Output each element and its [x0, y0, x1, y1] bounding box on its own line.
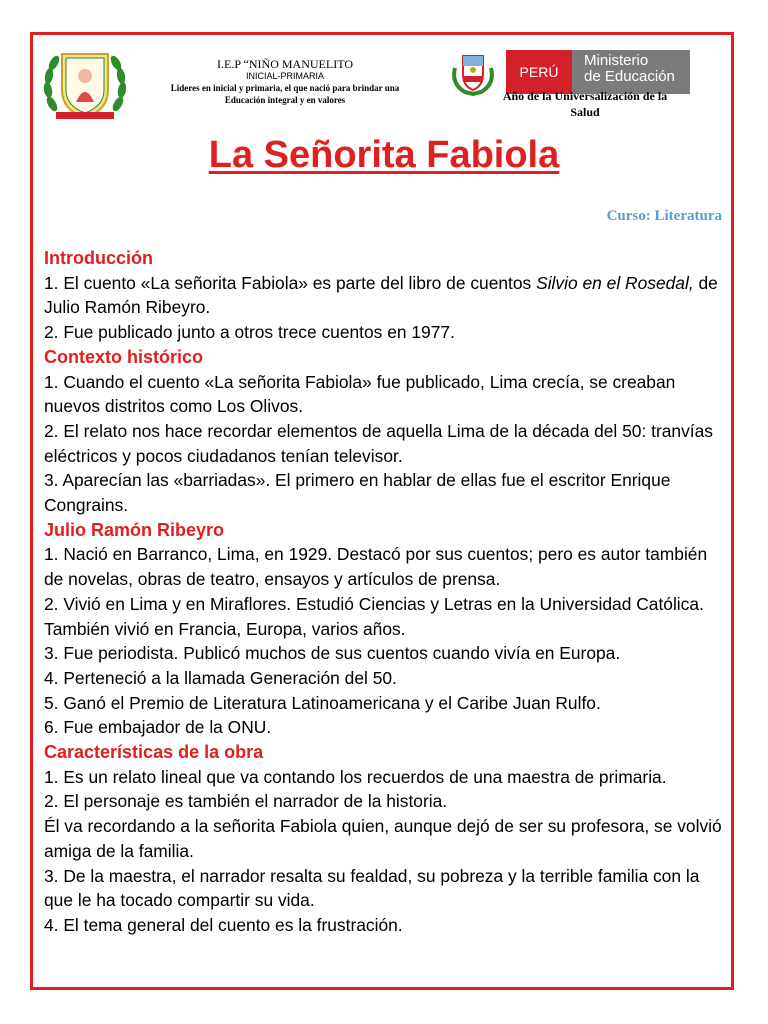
- peru-label: PERÚ: [506, 50, 572, 94]
- section-heading-author: Julio Ramón Ribeyro: [44, 519, 225, 540]
- author-item: 5. Ganó el Premio de Literatura Latinoamericana y el Caribe Juan Rulfo.: [44, 692, 601, 713]
- context-item: 2. El relato nos hace recordar elementos de aquella Lima de la década del 50: tranvías eléctricos y pocos ciudadanos tenían televisor.: [44, 420, 713, 466]
- author-item: 4. Perteneció a la llamada Generación del 50.: [44, 667, 397, 688]
- section-heading-intro: Introducción: [44, 248, 153, 268]
- author-item: 1. Nació en Barranco, Lima, en 1929. Destacó por sus cuentos; pero es autor también de novelas, obras de teatro, ensayos y artículos de prensa.: [44, 544, 708, 590]
- ministry-line1: Ministerio: [584, 52, 649, 69]
- year-motto-line1: Año de la Universalización de la: [502, 89, 668, 103]
- school-motto-line2: Educación integral y en valores: [224, 95, 346, 105]
- ministry-name: [584, 53, 675, 85]
- features-item: Él va recordando a la señorita Fabiola quien, aunque dejó de ser su profesora, se volvió amiga de la familia.: [44, 816, 722, 861]
- author-item: 3. Fue periodista. Publicó muchos de sus cuentos cuando vivía en Europa.: [44, 643, 621, 664]
- features-item: 1. Es un relato lineal que va contando los recuerdos de una maestra de primaria.: [44, 766, 667, 787]
- school-crest-icon: [42, 46, 128, 122]
- school-header: [140, 58, 430, 106]
- intro-p1-text-end: de Julio Ramón Ribeyro.: [44, 272, 718, 318]
- school-name: I.E.P “NIÑO MANUELITO: [217, 57, 353, 71]
- school-motto-line1: Lideres en inicial y primaria, el que nació para brindar una: [170, 83, 400, 93]
- author-item: 2. Vivió en Lima y en Miraflores. Estudió Ciencias y Letras en la Universidad Católica. También vivió en Francia, Europa, varios años.: [44, 593, 704, 639]
- features-item: 3. De la maestra, el narrador resalta su fealdad, su pobreza y la terrible familia con la que le ha tocado compartir su vida.: [44, 865, 700, 911]
- features-item: 2. El personaje es también el narrador de la historia.: [44, 791, 448, 812]
- page-title: La Señorita Fabiola: [208, 134, 560, 176]
- book-title: Silvio en el Rosedal,: [536, 272, 694, 293]
- year-motto: [470, 88, 700, 120]
- document-body: [44, 246, 724, 938]
- section-heading-context: Contexto histórico: [44, 346, 204, 367]
- context-item: 3. Aparecían las «barriadas». El primero en hablar de ellas fue el escritor Enrique Congrains.: [44, 470, 671, 516]
- school-level: INICIAL-PRIMARIA: [245, 71, 324, 81]
- course-label: Curso: Literatura: [606, 208, 722, 224]
- year-motto-line2: Salud: [570, 105, 600, 119]
- author-item: 6. Fue embajador de la ONU.: [44, 717, 272, 738]
- context-item: 1. Cuando el cuento «La señorita Fabiola» fue publicado, Lima crecía, se creaban nuevos distritos como Los Olivos.: [44, 371, 676, 417]
- intro-p1-text: 1. El cuento «La señorita Fabiola» es parte del libro de cuentos: [44, 272, 537, 293]
- ministry-line2: de Educación: [584, 68, 675, 85]
- intro-paragraph-1: [44, 271, 724, 320]
- section-heading-features: Características de la obra: [44, 742, 264, 763]
- features-item: 4. El tema general del cuento es la frustración.: [44, 914, 403, 935]
- intro-paragraph-2: 2. Fue publicado junto a otros trece cuentos en 1977.: [44, 322, 455, 343]
